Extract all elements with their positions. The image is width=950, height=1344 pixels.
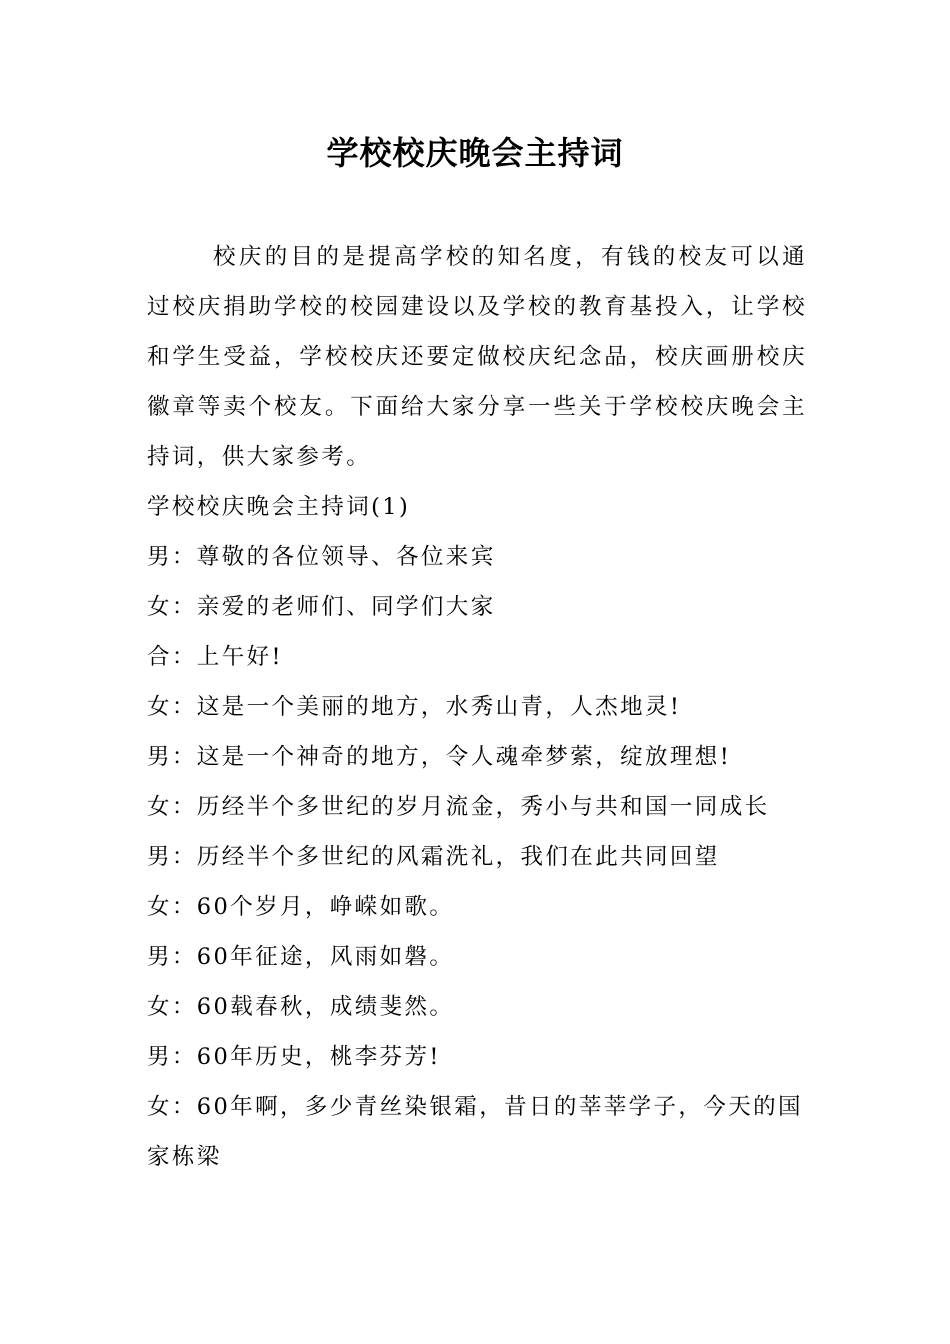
dialogue-line: 女：60个岁月，峥嵘如歌。	[147, 894, 455, 920]
dialogue-line: 女：这是一个美丽的地方，水秀山青，人杰地灵!	[147, 694, 682, 720]
dialogue-line: 男：这是一个神奇的地方，令人魂牵梦萦，绽放理想!	[147, 744, 732, 770]
intro-paragraph: 校庆的目的是提高学校的知名度，有钱的校友可以通过校庆捐助学校的校园建设以及学校的教育基投入，让学校和学生受益，学校校庆还要定做校庆纪念品，校庆画册校庆徽章等卖个校友。下面给大家分享一些关于学校校庆晚会主持词，供大家参考。	[147, 244, 807, 470]
dialogue-line: 男：60年征途，风雨如磐。	[147, 944, 455, 970]
dialogue-line: 女：历经半个多世纪的岁月流金，秀小与共和国一同成长	[147, 794, 770, 820]
dialogue-line: 女：60载春秋，成绩斐然。	[147, 994, 455, 1020]
document-body	[147, 232, 807, 1182]
dialogue-line: 男：历经半个多世纪的风霜洗礼，我们在此共同回望	[147, 844, 720, 870]
dialogue-line: 合：上午好!	[147, 644, 283, 670]
dialogue-line: 女：亲爱的老师们、同学们大家	[147, 594, 496, 620]
section-heading: 学校校庆晚会主持词(1)	[147, 494, 411, 520]
dialogue-line: 男：60年历史，桃李芬芳!	[147, 1044, 441, 1070]
dialogue-line: 女：60年啊，多少青丝染银霜，昔日的莘莘学子，今天的国家栋梁	[147, 1094, 803, 1170]
dialogue-line: 男：尊敬的各位领导、各位来宾	[147, 544, 496, 570]
document-title: 学校校庆晚会主持词	[326, 134, 624, 172]
